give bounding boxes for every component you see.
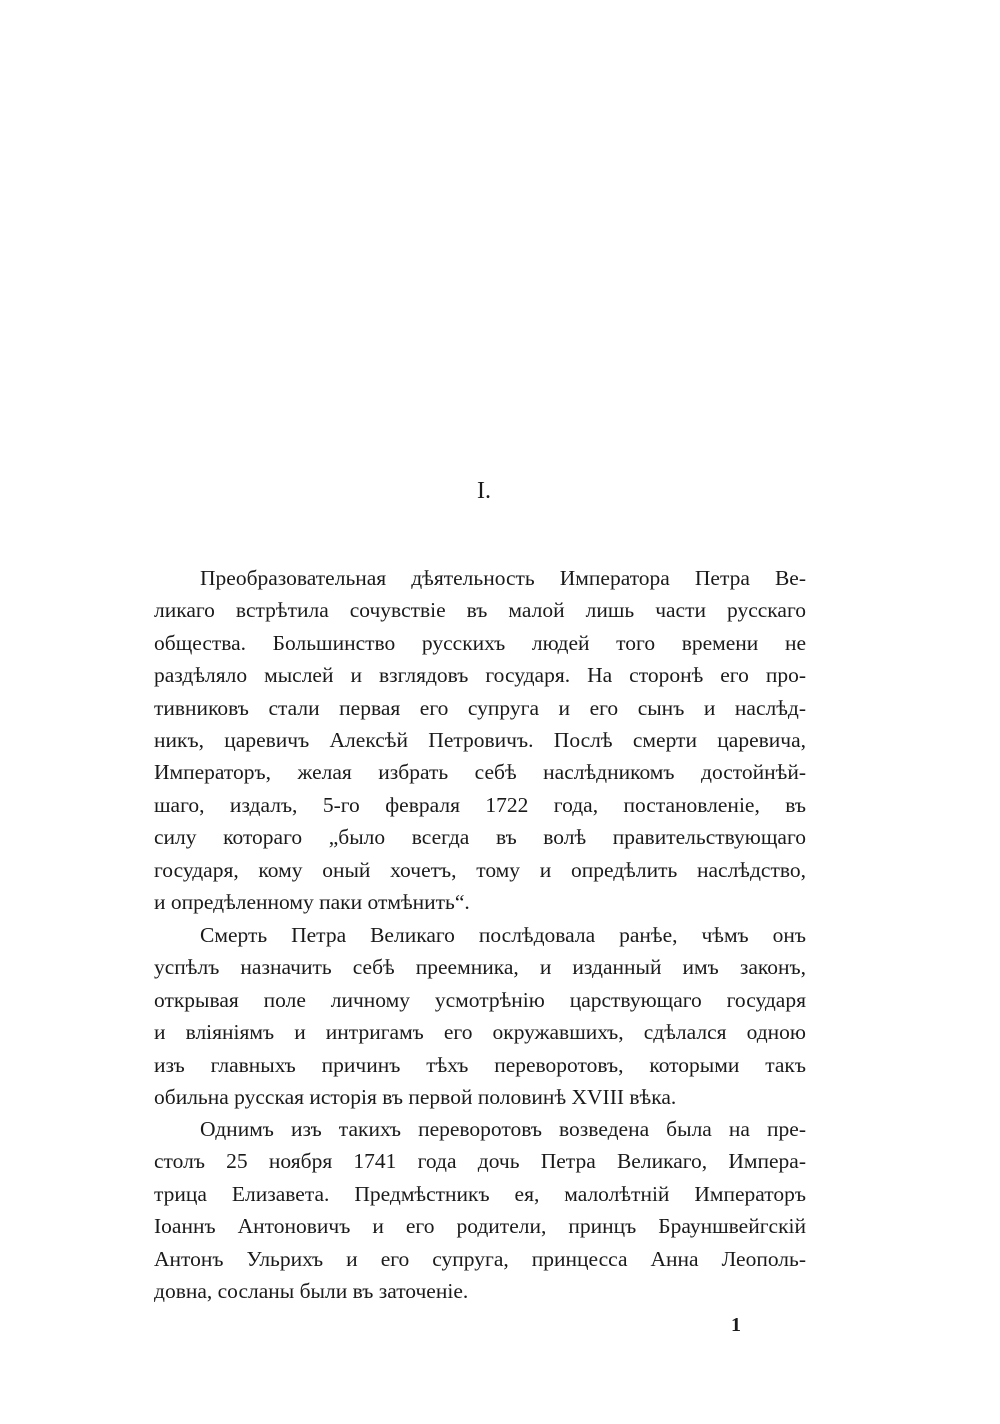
text-line: общества. Большинство русскихъ людей того времени не [154, 630, 806, 655]
text-line: обильна русская исторія въ первой половинѣ XVIII вѣка. [154, 1084, 677, 1109]
text-line: силу котораго „было всегда въ волѣ правительствующаго [154, 825, 806, 850]
text-line: изъ главныхъ причинъ тѣхъ переворотовъ, которыми такъ [154, 1052, 806, 1077]
text-line: тивниковъ стали первая его супруга и его сынъ и наслѣд- [154, 695, 806, 720]
text-line: Однимъ изъ такихъ переворотовъ возведена была на пре- [200, 1117, 806, 1141]
text-line: Іоаннъ Антоновичъ и его родители, принцъ Брауншвейгскій [154, 1214, 806, 1239]
text-line: Императоръ, желая избрать себѣ наслѣдникомъ достойнѣй- [154, 760, 806, 785]
paragraph-2 [154, 919, 806, 1113]
text-line: Преобразовательная дѣятельность Императора Петра Ве- [200, 566, 806, 590]
text-line: столъ 25 ноября 1741 года дочь Петра Великаго, Импера- [154, 1149, 806, 1174]
text-line: шаго, издалъ, 5-го февраля 1722 года, постановленіе, въ [154, 792, 806, 817]
text-line: государя, кому оный хочетъ, тому и опредѣлить наслѣдство, [154, 857, 806, 882]
text-line: довна, сосланы были въ заточеніе. [154, 1278, 469, 1303]
text-line: Смерть Петра Великаго послѣдовала ранѣе, чѣмъ онъ [200, 923, 806, 947]
text-line: открывая поле личному усмотрѣнію царствующаго государя [154, 987, 806, 1012]
text-line: трица Елизавета. Предмѣстникъ ея, малолѣтній Императоръ [154, 1181, 806, 1206]
paragraph-3 [154, 1113, 806, 1307]
text-line: раздѣляло мыслей и взглядовъ государя. На сторонѣ его про- [154, 663, 806, 688]
text-line: и вліяніямъ и интригамъ его окружавшихъ, сдѣлался одною [154, 1020, 806, 1045]
paragraph-1 [154, 562, 806, 918]
text-line: успѣлъ назначить себѣ преемника, и изданный имъ законъ, [154, 955, 806, 980]
chapter-heading-text: I. [477, 478, 491, 504]
text-line: никъ, царевичъ Алексѣй Петровичъ. Послѣ смерти царевича, [154, 727, 806, 752]
text-line: Антонъ Ульрихъ и его супруга, принцесса Анна Леополь- [154, 1246, 806, 1271]
text-line: и опредѣленному паки отмѣнить“. [154, 889, 470, 914]
chapter-heading [0, 478, 1000, 505]
text-line: ликаго встрѣтила сочувствіе въ малой лишь части русскаго [154, 598, 806, 623]
page-number: 1 [731, 1314, 741, 1336]
